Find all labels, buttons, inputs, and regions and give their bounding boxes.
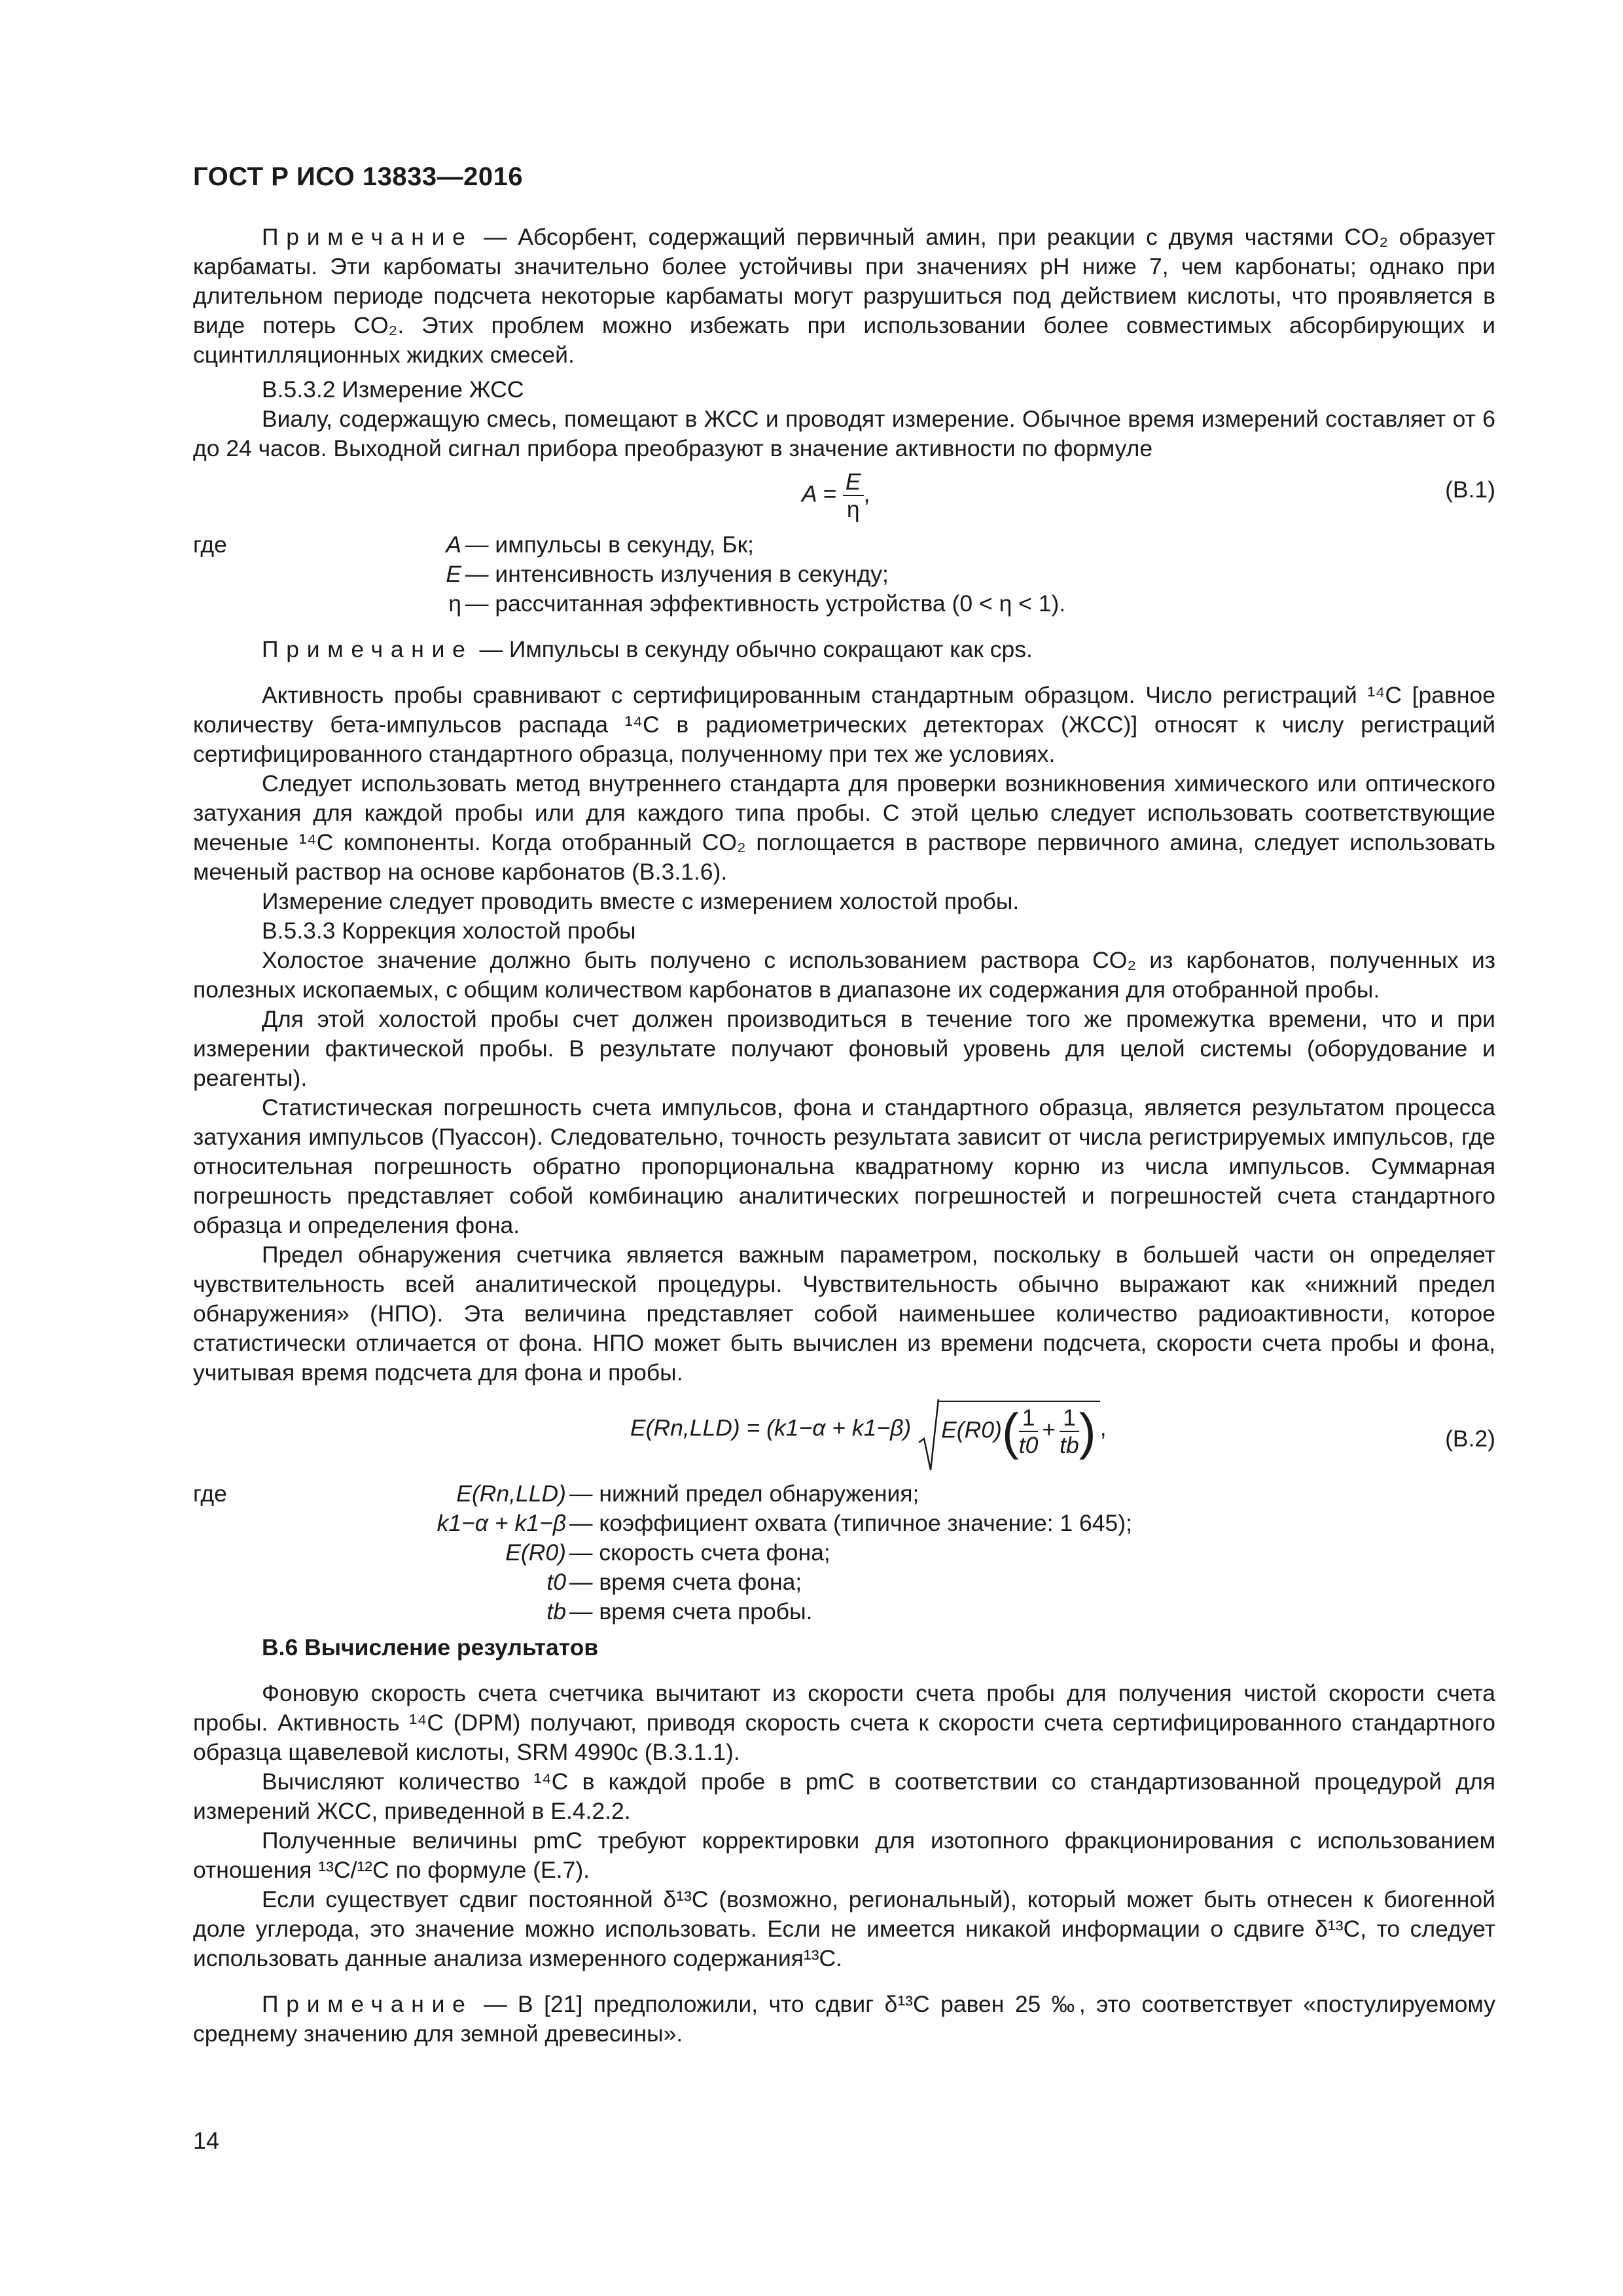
- definition-text: — время счета фона;: [569, 1569, 802, 1595]
- definition-row: [193, 1538, 1495, 1568]
- definitions-b1: [193, 530, 1495, 619]
- paren-close-icon: ): [1079, 1403, 1096, 1460]
- definition-row: [193, 1597, 1495, 1626]
- equation-b2-number: (В.2): [1445, 1426, 1495, 1452]
- definition-row: [193, 1568, 1495, 1597]
- definition-text: — интенсивность излучения в секунду;: [465, 561, 889, 587]
- paragraph-blank-count: Для этой холостой пробы счет должен производиться в течение того же промежутка времени, что и при измерении фактической пробы. В результате получают фоновый уровень для целой системы (оборудование и реагенты).: [193, 1006, 1495, 1091]
- equation-b1-lhs: A =: [802, 480, 836, 507]
- paragraph-blank-measurement: Измерение следует проводить вместе с измерением холостой пробы.: [262, 888, 1020, 914]
- definition-row: [193, 560, 1495, 589]
- equation-b2-lhs: E(Rn,LLD) = (k1−α + k1−β): [630, 1414, 912, 1441]
- note-text: — Импульсы в секунду обычно сокращают как cps.: [473, 636, 1033, 662]
- definition-row: [193, 1509, 1495, 1538]
- definition-symbol: t0: [546, 1569, 566, 1595]
- note-label: Примечание: [262, 224, 473, 250]
- equation-b2-formula: [630, 1401, 1107, 1458]
- equation-b2-inner: E(R0): [941, 1416, 1002, 1443]
- definition-text: — время счета пробы.: [569, 1598, 813, 1624]
- definitions-b2: [193, 1479, 1495, 1626]
- page-number: 14: [193, 2127, 220, 2154]
- paragraph-statistics: Статистическая погрешность счета импульсов, фона и стандартного образца, является результатом процесса затухания импульсов (Пуассон). Следовательно, точность результата зависит от числа регистрируемых импульсов, где относительная погрешность обратно пропорциональна квадратному корню из числа импульсов. Суммарная погрешность представляет собой комбинацию аналитических погрешностей и погрешностей счета стандартного образца и определения фона.: [193, 1094, 1495, 1238]
- definition-text: — коэффициент охвата (типичное значение: 1 645);: [569, 1510, 1132, 1536]
- definition-symbol: E(Rn,LLD): [456, 1480, 566, 1507]
- note-label: Примечание: [262, 636, 473, 662]
- equation-b2-plus: +: [1042, 1416, 1056, 1443]
- fraction-2-numerator: 1: [1060, 1405, 1079, 1432]
- equation-b2-sqrt: [918, 1401, 1100, 1458]
- paragraph-detection-limit: Предел обнаружения счетчика является важным параметром, поскольку в большей части он определяет чувствительность всей аналитической процедуры. Чувствительность обычно выражают как «нижний предел обнаружения» (НПО). Эта величина представляет собой наименьшее количество радиоактивности, которое статистически отличается от фона. НПО может быть вычислен из времени подсчета, скорости счета пробы и фона, учитывая время подсчета для фона и пробы.: [193, 1242, 1495, 1386]
- definition-text: — нижний предел обнаружения;: [569, 1480, 919, 1507]
- definition-text: — рассчитанная эффективность устройства (0 < η < 1).: [465, 590, 1066, 617]
- paragraph-internal-standard: Следует использовать метод внутреннего стандарта для проверки возникновения химического или оптического затухания для каждой пробы или для каждого типа пробы. С этой целью следует использовать соответствующие меченые ¹⁴C компоненты. Когда отобранный CO₂ поглощается в растворе первичного амина, следует использовать меченый раствор на основе карбонатов (В.3.1.6).: [193, 770, 1495, 885]
- definition-row: [193, 589, 1495, 619]
- definition-row: [193, 1479, 1495, 1509]
- definition-symbol: tb: [546, 1598, 566, 1624]
- paragraph-vial: Виалу, содержащую смесь, помещают в ЖСС и проводят измерение. Обычное время измерений составляет от 6 до 24 часов. Выходной сигнал прибора преобразуют в значение активности по формуле: [193, 406, 1495, 461]
- definition-symbol: η: [448, 590, 461, 617]
- equation-b2-radicand: [937, 1401, 1100, 1458]
- sqrt-sign-icon: [918, 1397, 940, 1474]
- fraction-1-denominator: t0: [1018, 1432, 1039, 1458]
- definition-symbol: k1−α + k1−β: [437, 1510, 566, 1536]
- definition-text: — импульсы в секунду, Бк;: [465, 531, 754, 558]
- note-1: [193, 223, 1495, 370]
- equation-b1-formula: [802, 469, 870, 522]
- equation-b2-tail: ,: [1099, 1414, 1107, 1441]
- equation-b2-fraction-2: [1060, 1405, 1079, 1458]
- equation-b2: [193, 1395, 1495, 1479]
- paragraph-delta-shift: Если существует сдвиг постоянной δ¹³C (возможно, региональный), который может быть отнесен к биогенной доле углерода, это значение можно использовать. Если не имеется никакой информации о сдвиге δ¹³C, то следует использовать данные анализа измеренного содержания¹³C.: [193, 1886, 1495, 1971]
- definition-symbol: A: [446, 531, 461, 558]
- fraction-1-numerator: 1: [1019, 1405, 1039, 1432]
- note-text: — Абсорбент, содержащий первичный амин, при реакции с двумя частями CO₂ образует карбаматы. Эти карбоматы значительно более устойчивы при значениях pH ниже 7, чем карбонаты; однако при длительном периоде подсчета некоторые карбаматы могут разрушиться под действием кислоты, что проявляется в виде потерь CO₂. Этих проблем можно избежать при использовании более совместимых абсорбирующих и сцинтилляционных жидких смесей.: [193, 224, 1495, 368]
- equation-b1-tail: ,: [863, 480, 870, 507]
- equation-b1-denominator: η: [846, 496, 860, 522]
- section-heading-b533: В.5.3.3 Коррекция холостой пробы: [262, 918, 636, 944]
- section-heading-b6: В.6 Вычисление результатов: [262, 1634, 599, 1660]
- definition-symbol: E: [446, 561, 461, 587]
- section-heading-b532: В.5.3.2 Измерение ЖСС: [262, 376, 524, 403]
- paragraph-blank-value: Холостое значение должно быть получено с использованием раствора CO₂ из карбонатов, полученных из полезных ископаемых, с общим количеством карбонатов в диапазоне их содержания для отобранной пробы.: [193, 947, 1495, 1003]
- paragraph-correction: Полученные величины pmC требуют корректировки для изотопного фракционирования с использованием отношения ¹³C/¹²C по формуле (Е.7).: [193, 1827, 1495, 1883]
- page-content: [193, 223, 1495, 2049]
- note-2: [193, 635, 1495, 664]
- paragraph-pmc: Вычисляют количество ¹⁴C в каждой пробе в pmC в соответствии со стандартизованной процедурой для измерений ЖСС, приведенной в Е.4.2.2.: [193, 1768, 1495, 1824]
- equation-b1: [193, 465, 1495, 530]
- note-3: [193, 1990, 1495, 2049]
- page-header-title: ГОСТ Р ИСО 13833—2016: [193, 162, 524, 191]
- definition-row: [193, 530, 1495, 560]
- definition-text: — скорость счета фона;: [569, 1539, 830, 1566]
- equation-b1-numerator: E: [843, 469, 864, 496]
- equation-b1-number: (В.1): [1445, 476, 1495, 503]
- note-text: — В [21] предположили, что сдвиг δ¹³C равен 25 ‰, это соответствует «постулируемому среднему значению для земной древесины».: [193, 1991, 1495, 2047]
- paragraph-activity: Активность пробы сравнивают с сертифицированным стандартным образцом. Число регистраций ¹⁴C [равное количеству бета-импульсов распада ¹⁴C в радиометрических детекторах (ЖСС)] относят к числу регистраций сертифицированного стандартного образца, полученному при тех же условиях.: [193, 682, 1495, 767]
- note-label: Примечание: [262, 1991, 473, 2017]
- definition-prefix: где: [193, 531, 227, 558]
- paragraph-background-rate: Фоновую скорость счета счетчика вычитают из скорости счета пробы для получения чистой скорости счета пробы. Активность ¹⁴C (DPM) получают, приводя скорость счета к скорости счета сертифицированного стандартного образца щавелевой кислоты, SRM 4990c (В.3.1.1).: [193, 1680, 1495, 1765]
- equation-b2-fraction-1: [1019, 1405, 1039, 1458]
- paren-open-icon: (: [1001, 1403, 1019, 1460]
- fraction-2-denominator: tb: [1060, 1432, 1079, 1458]
- definition-prefix: где: [193, 1480, 227, 1507]
- equation-b1-fraction: [843, 469, 864, 522]
- definition-symbol: E(R0): [505, 1539, 566, 1566]
